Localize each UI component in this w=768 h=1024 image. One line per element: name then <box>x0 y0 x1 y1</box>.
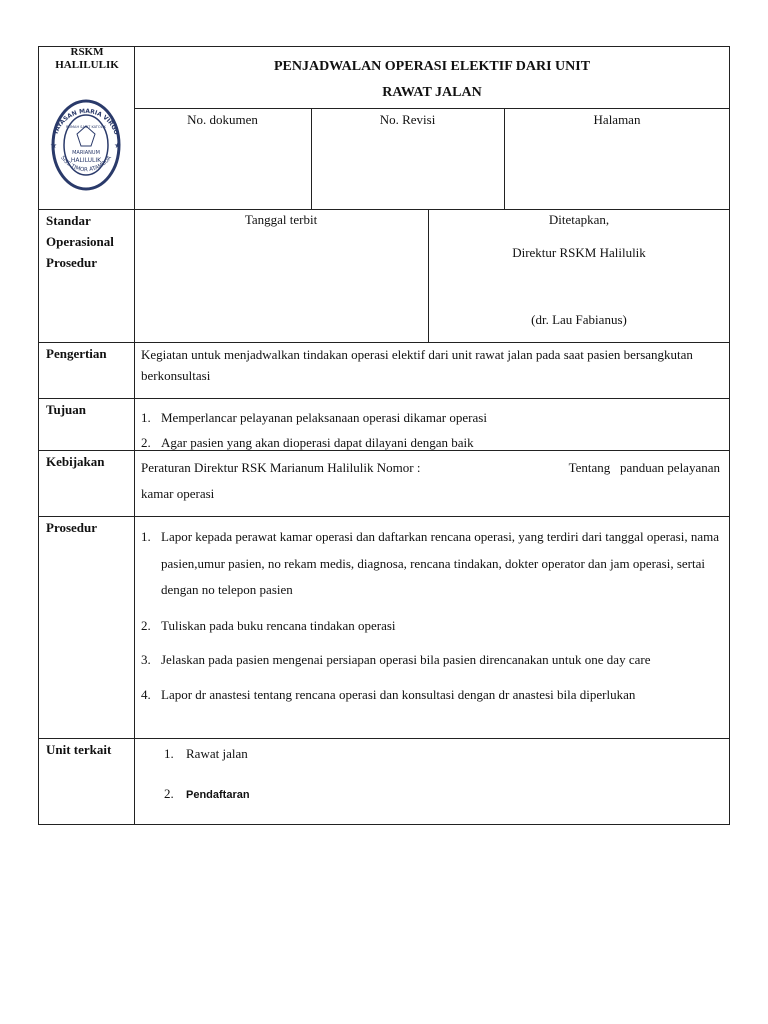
list-text: Lapor kepada perawat kamar operasi dan daftarkan rencana operasi, yang terdiri dari tanggal operasi, nama pasien,umur pasien, no rekam medis, diagnosa, rencana tindakan, dokter operator dan jam operasi, sertai dengan no telepon pasien <box>161 529 720 597</box>
row-sep-prosedur <box>38 516 730 517</box>
title-divider <box>134 108 730 109</box>
pengertian-text: Kegiatan untuk menjadwalkan tindakan operasi elektif dari unit rawat jalan pada saat pasien bersangkutan berkonsultasi <box>141 347 693 383</box>
sop-label-line2: Operasional <box>46 234 114 249</box>
label-column-divider <box>134 46 135 825</box>
row-sep-pengertian <box>38 342 730 343</box>
list-item <box>141 682 721 709</box>
document-title-line1: PENJADWALAN OPERASI ELEKTIF DARI UNIT <box>273 59 591 74</box>
list-text: Rawat jalan <box>186 746 248 761</box>
list-text: Tuliskan pada buku rencana tindakan operasi <box>161 617 396 633</box>
row-sep-tujuan <box>38 398 730 399</box>
list-item <box>141 405 721 430</box>
list-text: Lapor dr anastesi tentang rencana operasi dan konsultasi dengan dr anastesi bila diperlukan <box>161 686 636 702</box>
list-item <box>141 430 721 455</box>
list-item <box>164 744 704 764</box>
list-item <box>141 613 721 640</box>
hospital-logo-icon <box>47 88 125 198</box>
kebijakan-text-line2: kamar operasi <box>141 486 215 501</box>
kebijakan-label: Kebijakan <box>46 454 105 469</box>
logo-inner-mid1: MARIANUM <box>72 150 100 156</box>
border-right <box>729 46 730 825</box>
border-left <box>38 46 39 825</box>
list-text: Jelaskan pada pasien mengenai persiapan operasi bila pasien direncanakan untuk one day care <box>161 652 651 667</box>
tujuan-list <box>141 405 721 455</box>
sop-label-line1: Standar <box>46 213 91 228</box>
row-sep-unit <box>38 738 730 739</box>
unit-terkait-label: Unit terkait <box>46 742 112 757</box>
logo-inner-top: RUMAH SAKIT KATOLIK <box>66 125 106 129</box>
prosedur-list <box>141 524 721 708</box>
logo-inner-mid2: HALILULIK <box>70 157 102 164</box>
kebijakan-text-left: Peraturan Direktur RSK Marianum Halilulik Nomor : <box>141 460 421 475</box>
list-number: 4. <box>141 686 151 702</box>
document-title-line2: RAWAT JALAN <box>382 85 482 100</box>
list-number: 1. <box>141 529 151 544</box>
revision-label: No. Revisi <box>379 112 436 127</box>
list-text: Memperlancar pelayanan pelaksanaan operasi dikamar operasi <box>161 410 487 425</box>
sop-label <box>46 210 134 273</box>
border-bottom <box>38 824 730 825</box>
issue-date-label: Tanggal terbit <box>244 212 318 227</box>
list-item <box>141 524 721 604</box>
org-name-line2: HALILULIK <box>55 59 119 71</box>
list-text: Pendaftaran <box>186 789 250 801</box>
established-label: Ditetapkan, <box>548 212 610 227</box>
list-number: 2. <box>164 786 174 801</box>
svg-text:★: ★ <box>114 141 122 150</box>
pengertian-label: Pengertian <box>46 346 107 361</box>
list-item <box>164 784 704 805</box>
unit-terkait-list <box>164 744 704 805</box>
logo-bottom-text: SISS TIMOR ATAMBUA <box>59 155 113 174</box>
list-number: 1. <box>164 746 174 761</box>
kebijakan-text-right: Tentang panduan pelayanan <box>568 460 720 475</box>
org-name <box>40 46 134 72</box>
prosedur-label: Prosedur <box>46 520 98 535</box>
org-name-line1: RSKM <box>70 46 104 58</box>
list-number: 2. <box>141 435 151 450</box>
list-number: 2. <box>141 617 151 633</box>
document-title <box>134 54 730 106</box>
list-text: Agar pasien yang akan dioperasi dapat dilayani dengan baik <box>161 435 474 450</box>
list-number: 1. <box>141 410 151 425</box>
tujuan-label: Tujuan <box>46 402 86 417</box>
border-top <box>38 46 730 47</box>
sop-label-line3: Prosedur <box>46 255 98 270</box>
director-name: (dr. Lau Fabianus) <box>531 312 627 327</box>
list-number: 3. <box>141 652 151 667</box>
svg-text:★: ★ <box>50 141 58 150</box>
doc-number-label: No. dokumen <box>187 112 258 127</box>
logo-ring-text: YAYASAN MARIA VIRGO <box>52 107 120 136</box>
list-item <box>141 647 721 674</box>
director-title: Direktur RSKM Halilulik <box>512 245 646 260</box>
page-label: Halaman <box>593 112 641 127</box>
